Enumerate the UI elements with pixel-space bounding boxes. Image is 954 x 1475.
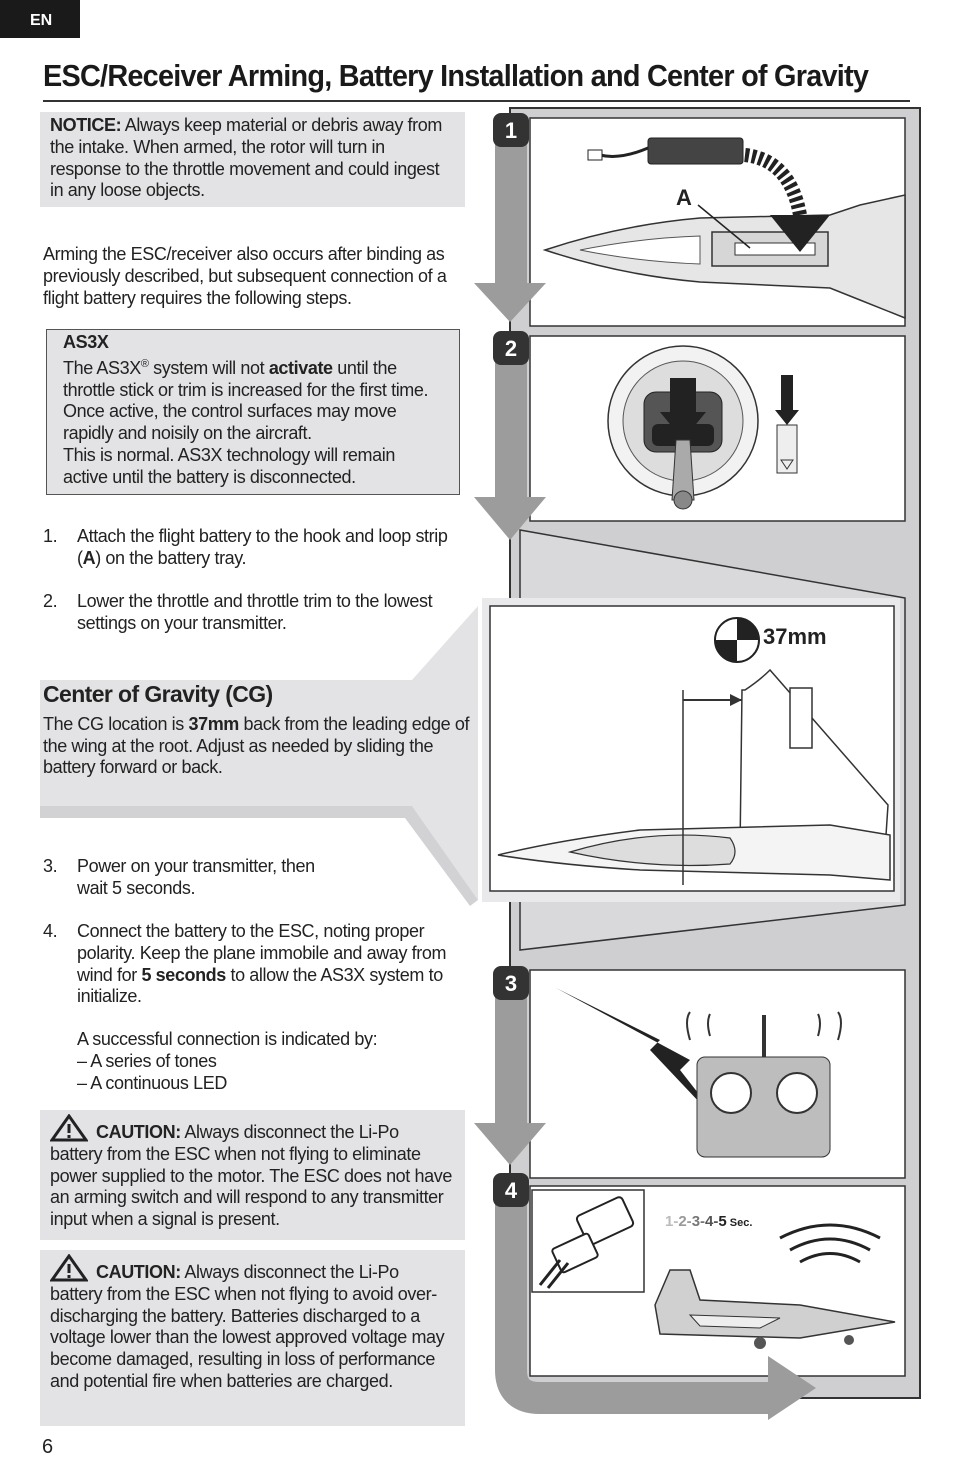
label-a: A (676, 185, 692, 210)
caution-box-1: CAUTION: Always disconnect the Li-Po battery from the ESC when not flying to eliminate power supplied to the motor. The ESC does not have an arming switch and will respond to any transmitter input when a signal is present. (40, 1110, 465, 1240)
transmitter-front (687, 1012, 841, 1157)
notice-text: Always keep material or debris away from the intake. When armed, the rotor will turn in response to the throttle movement and could ingest in any loose objects. (50, 115, 442, 201)
as3x-paragraph-1: The AS3X® system will not activate until the throttle stick or trim is increased for the first time. Once active, the control surfaces may move rapidly and noisily on the aircraft. (63, 357, 429, 444)
step-badge-1 (493, 113, 529, 147)
step-3: 3. Power on your transmitter, then wait 5 seconds. (43, 856, 315, 898)
page-title: ESC/Receiver Arming, Battery Installation and Center of Gravity (43, 58, 869, 93)
warning-icon (50, 1114, 88, 1142)
step-badge-4 (493, 1173, 529, 1207)
step-badge-3 (493, 966, 529, 1000)
caution-box-2: CAUTION: Always disconnect the Li-Po battery from the ESC when not flying to avoid over-discharging the battery. Batteries discharged to a voltage lower than the lowest approved voltage may become damaged, resulting in loss of performance and potential fire when batteries are charged. (40, 1250, 465, 1426)
warning-icon (50, 1254, 88, 1282)
cg-dimension-label: 37mm (763, 624, 827, 649)
svg-text:2: 2 (504, 336, 518, 361)
notice-label: NOTICE: (50, 115, 122, 135)
step-1: 1. Attach the flight battery to the hook and loop strip (A) on the battery tray. (43, 526, 448, 568)
language-tab: EN (0, 0, 80, 38)
step-2: 2. Lower the throttle and throttle trim to the lowest settings on your transmitter. (43, 591, 433, 633)
as3x-paragraph-2: This is normal. AS3X technology will remain active until the battery is disconnected. (63, 444, 395, 487)
step-badge-2 (493, 331, 529, 365)
svg-text:4: 4 (504, 1178, 518, 1203)
as3x-heading: AS3X (63, 332, 109, 352)
cg-symbol (715, 618, 759, 662)
cg-callout (40, 680, 480, 805)
countdown-label: 1-2-3-4-5 Sec. (665, 1213, 753, 1230)
page-number: 6 (42, 1436, 54, 1458)
cg-text: The CG location is 37mm back from the leading edge of the wing at the root. Adjust as needed by sliding the battery forward or back. (43, 713, 470, 778)
step-4: 4. Connect the battery to the ESC, noting proper polarity. Keep the plane immobile and away from wind for 5 seconds to allow the AS3X system to initialize. A successful connection is indicated by: – A series of tones – A continuous LED (43, 921, 447, 1093)
cg-title: Center of Gravity (CG) (43, 681, 273, 707)
procedure-illustration (470, 105, 930, 1435)
svg-text:3: 3 (504, 971, 518, 996)
svg-text:1: 1 (504, 118, 518, 143)
arming-intro: Arming the ESC/receiver also occurs after binding as previously described, but subsequent connection of a flight battery requires the following steps. (43, 244, 447, 308)
